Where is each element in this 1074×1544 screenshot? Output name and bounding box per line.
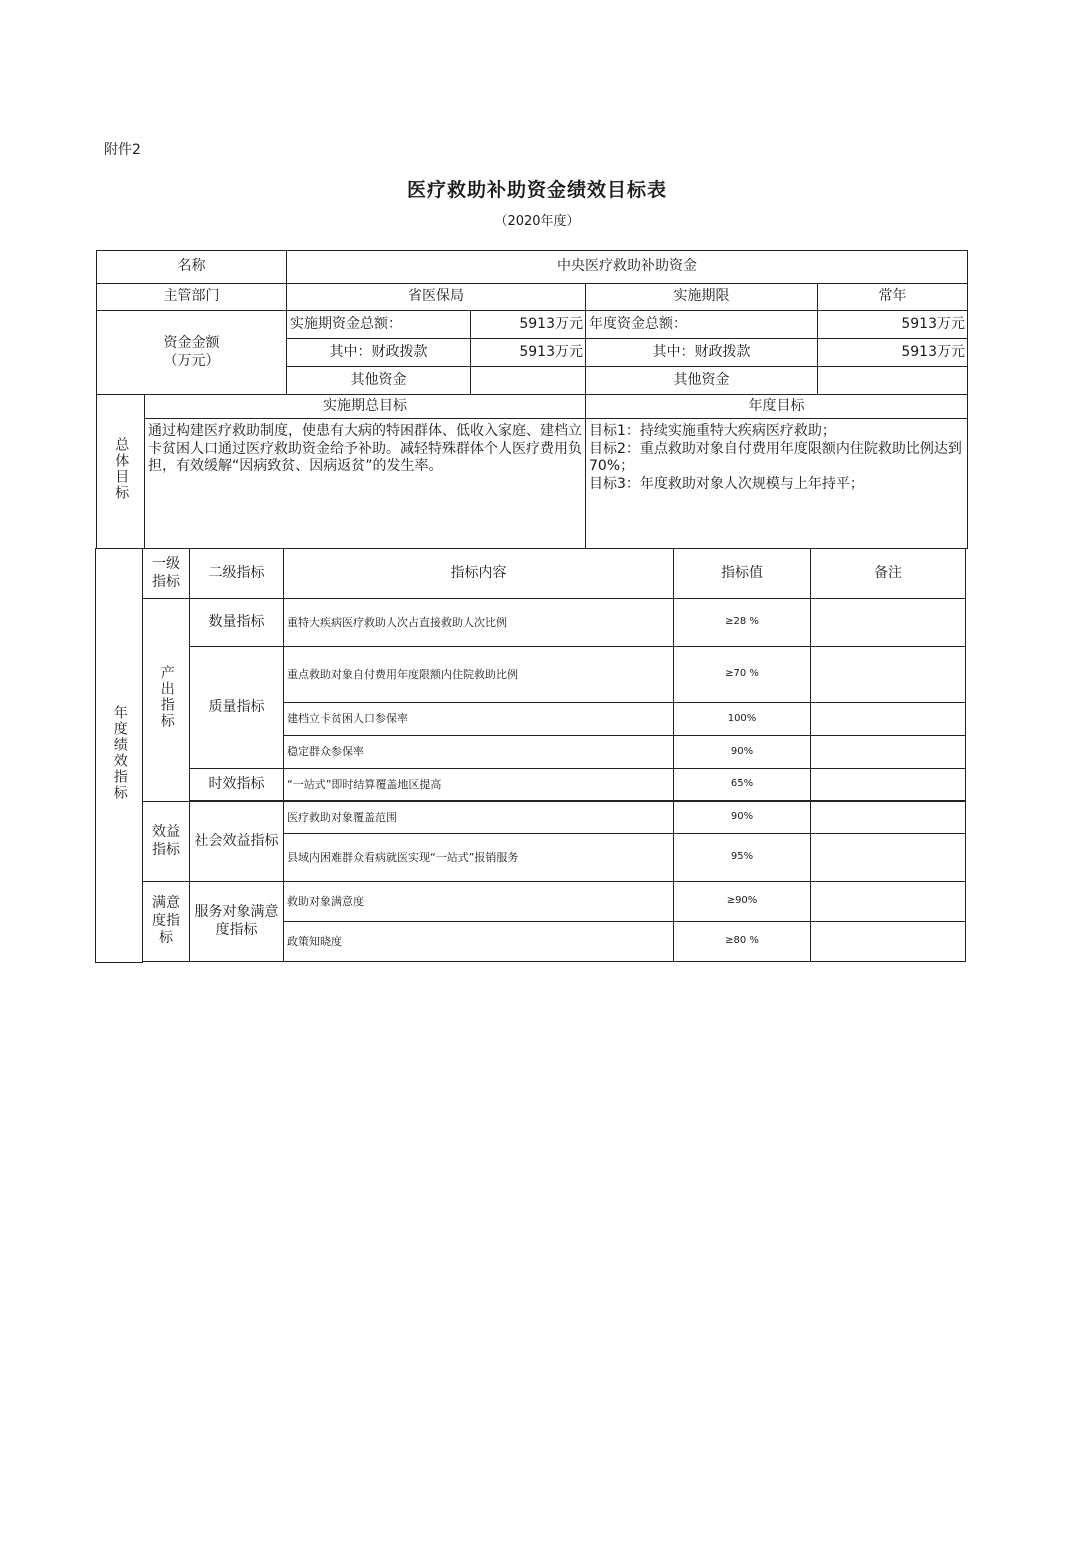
indicator-content: 稳定群众参保率	[284, 736, 674, 769]
level2-label: 时效指标	[190, 769, 284, 801]
year-goal-header: 年度目标	[586, 395, 968, 419]
year-goal-line: 目标1：持续实施重特大疾病医疗救助；	[589, 423, 836, 439]
indicator-note	[811, 769, 966, 801]
indicator-table	[95, 548, 966, 963]
indicator-content: 重点救助对象自付费用年度限额内住院救助比例	[284, 647, 674, 703]
document-subtitle: （2020年度）	[494, 214, 580, 229]
name-value: 中央医疗救助补助资金	[287, 251, 968, 284]
year-other-value	[818, 367, 968, 395]
indicator-note	[811, 599, 966, 647]
indicator-note	[811, 882, 966, 922]
indicator-note	[811, 834, 966, 882]
year-goal-line: 目标2：重点救助对象自付费用年度限额内住院救助比例达到70%；	[589, 440, 962, 474]
indicator-value: 95%	[674, 834, 811, 882]
impl-goal-text: 通过构建医疗救助制度，使患有大病的特困群体、低收入家庭、建档立卡贫困人口通过医疗救助资金给予补助。减轻特殊群体个人医疗费用负担，有效缓解“因病致贫、因病返贫”的发生率。	[145, 419, 586, 549]
year-total-label: 年度资金总额：	[586, 311, 818, 339]
indicator-value: ≥80 %	[674, 922, 811, 962]
impl-fiscal-label: 其中：财政拨款	[287, 339, 471, 367]
level1-label: 产出指标	[158, 665, 175, 730]
year-total-value: 5913万元	[818, 311, 968, 339]
impl-other-label: 其他资金	[287, 367, 471, 395]
level2-label: 数量指标	[190, 599, 284, 647]
indicator-value: ≥90%	[674, 882, 811, 922]
year-fiscal-value: 5913万元	[818, 339, 968, 367]
output-indicator-cell	[143, 599, 190, 802]
level2-label: 质量指标	[190, 647, 284, 769]
satisfaction-indicator-cell: 满意度指标	[143, 882, 190, 962]
indicator-value: ≥70 %	[674, 647, 811, 703]
period-value: 常年	[818, 284, 968, 311]
indicator-content: 政策知晓度	[284, 922, 674, 962]
dept-label: 主管部门	[97, 284, 287, 311]
attachment-label: 附件2	[104, 142, 141, 158]
note-header: 备注	[811, 549, 966, 599]
period-label: 实施期限	[586, 284, 818, 311]
indicator-content: 建档立卡贫困人口参保率	[284, 703, 674, 736]
impl-total-label: 实施期资金总额：	[287, 311, 471, 339]
year-goal-line: 目标3：年度救助对象人次规模与上年持平；	[589, 475, 864, 492]
annual-indicator-section	[96, 549, 143, 963]
indicator-content: 重特大疾病医疗救助人次占直接救助人次比例	[284, 599, 674, 647]
indicator-note	[811, 647, 966, 703]
level1-header: 一级指标	[143, 549, 190, 599]
overall-goal-label: 总体目标	[113, 436, 130, 501]
level2-header: 二级指标	[190, 549, 284, 599]
overall-goal-section	[97, 395, 145, 549]
impl-goal-header: 实施期总目标	[145, 395, 586, 419]
dept-value: 省医保局	[287, 284, 586, 311]
indicator-value: 65%	[674, 769, 811, 801]
funds-label: 资金金额 （万元）	[97, 311, 287, 395]
content-header: 指标内容	[284, 549, 674, 599]
indicator-value: 90%	[674, 802, 811, 834]
impl-other-value	[471, 367, 586, 395]
indicator-note	[811, 922, 966, 962]
indicator-content: 县域内困难群众看病就医实现“一站式”报销服务	[284, 834, 674, 882]
year-fiscal-label: 其中：财政拨款	[586, 339, 818, 367]
indicator-note	[811, 736, 966, 769]
indicator-value: ≥28 %	[674, 599, 811, 647]
indicator-value: 100%	[674, 703, 811, 736]
indicator-note	[811, 802, 966, 834]
year-goal-text	[586, 419, 968, 549]
document-title: 医疗救助补助资金绩效目标表	[406, 179, 667, 201]
benefit-indicator-cell: 效益指标	[143, 802, 190, 882]
name-label: 名称	[97, 251, 287, 284]
indicator-content: 救助对象满意度	[284, 882, 674, 922]
indicator-note	[811, 703, 966, 736]
impl-total-value: 5913万元	[471, 311, 586, 339]
year-other-label: 其他资金	[586, 367, 818, 395]
basic-info-table	[96, 250, 968, 549]
indicator-content: 医疗救助对象覆盖范围	[284, 802, 674, 834]
impl-fiscal-value: 5913万元	[471, 339, 586, 367]
level2-label: 服务对象满意度指标	[190, 882, 284, 962]
value-header: 指标值	[674, 549, 811, 599]
annual-indicator-label: 年度绩效指标	[111, 704, 128, 801]
indicator-content: “一站式”即时结算覆盖地区提高	[284, 769, 674, 801]
level2-label: 社会效益指标	[190, 802, 284, 882]
indicator-value: 90%	[674, 736, 811, 769]
